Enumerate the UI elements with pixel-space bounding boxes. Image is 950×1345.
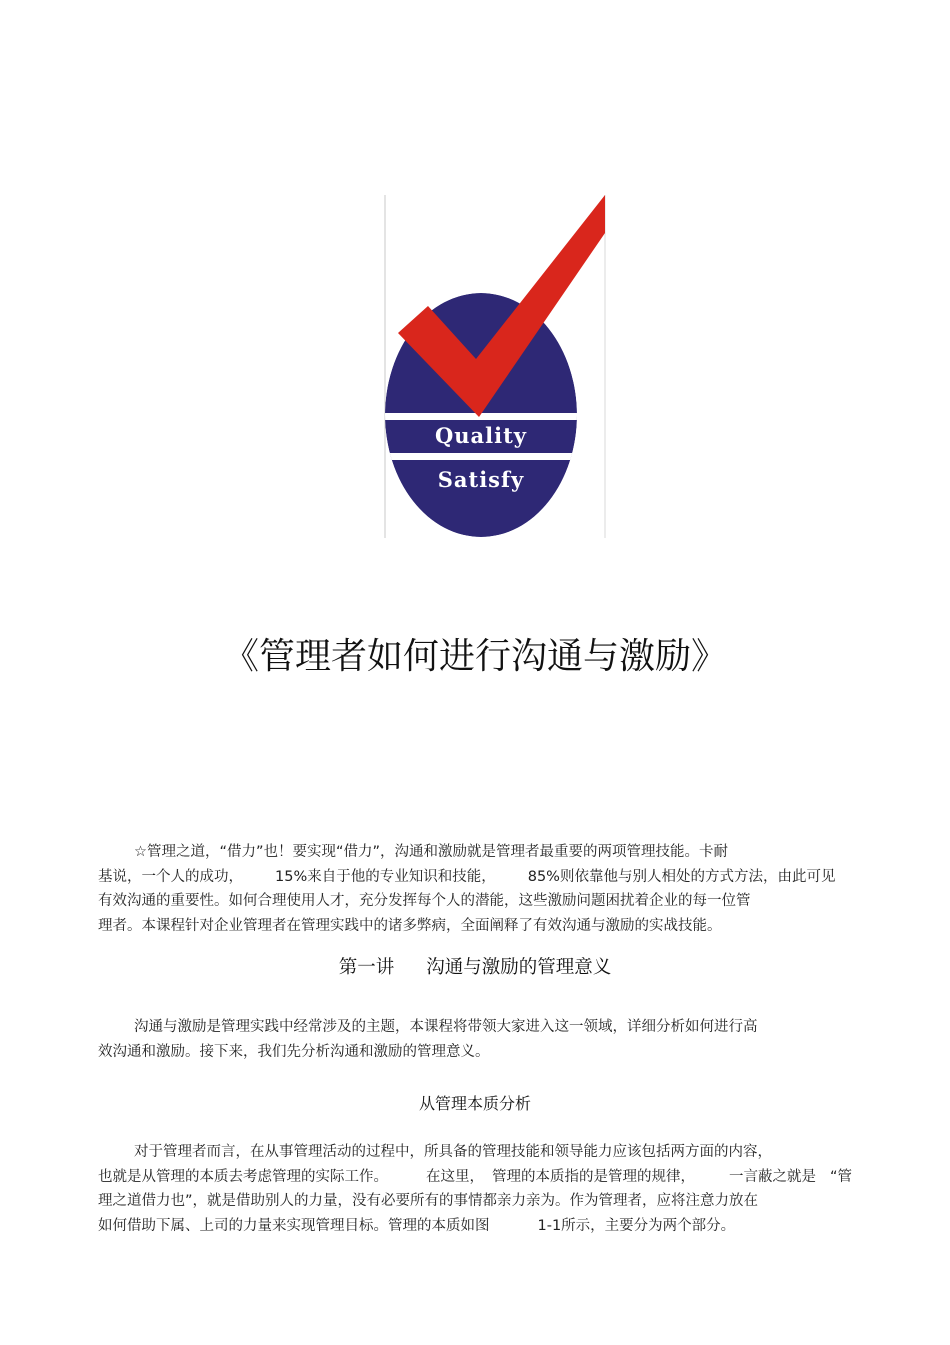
lecture-line-2: 效沟通和激励。接下来，我们先分析沟通和激励的管理意义。 (98, 1043, 490, 1060)
section-line-2-part-4: 一言蔽之就是 (729, 1168, 816, 1185)
document-title: 《管理者如何进行沟通与激励》 (222, 636, 727, 677)
intro-paragraph (98, 840, 858, 938)
logo-stripe-top (384, 413, 608, 420)
logo-stripe-bottom (384, 453, 608, 460)
lecture-heading (0, 955, 950, 981)
intro-line-2-part-3: 85%则依靠他与别人相处的方式方法，由此可见 (527, 868, 836, 885)
section-line-2-part-2: 在这里， (426, 1168, 484, 1185)
intro-line-1: ☆管理之道，“借力”也！要实现“借力”，沟通和激励就是管理者最重要的两项管理技能。卡耐 (134, 844, 729, 860)
intro-line-2-part-2: 15%来自于他的专业知识和技能， (275, 868, 496, 885)
intro-line-3: 有效沟通的重要性。如何合理使用人才，充分发挥每个人的潜能，这些激励问题困扰着企业的每一位管 (98, 893, 751, 909)
logo-text-satisfy: Satisfy (437, 467, 525, 492)
section-line-3: 理之道借力也”，就是借助别人的力量，没有必要所有的事情都亲力亲为。作为管理者，应将注意力放在 (98, 1193, 759, 1209)
section-line-2-part-1: 也就是从管理的本质去考虑管理的实际工作。 (98, 1168, 388, 1185)
section-line-4 (98, 1214, 858, 1239)
section-line-4-part-1: 如何借助下属、上司的力量来实现管理目标。管理的本质如图 (98, 1217, 490, 1234)
section-line-2-part-3: 管理的本质指的是管理的规律， (492, 1168, 695, 1185)
intro-line-2 (98, 865, 858, 890)
section-line-2 (98, 1165, 858, 1190)
intro-line-4: 理者。本课程针对企业管理者在管理实践中的诸多弊病，全面阐释了有效沟通与激励的实战技能。 (98, 917, 722, 934)
quality-satisfy-logo (384, 195, 608, 538)
section-line-2-part-5: “管 (830, 1168, 853, 1185)
logo-graphic (384, 195, 608, 538)
section-line-4-part-2: 1-1所示，主要分为两个部分。 (537, 1217, 736, 1234)
section-paragraph (98, 1140, 858, 1238)
logo-text-quality: Quality (434, 423, 528, 448)
section-heading: 从管理本质分析 (418, 1094, 531, 1113)
lecture-line-1: 沟通与激励是管理实践中经常涉及的主题，本课程将带领大家进入这一领域，详细分析如何进行高 (134, 1019, 758, 1035)
section-line-1: 对于管理者而言，在从事管理活动的过程中，所具备的管理技能和领导能力应该包括两方面的内容， (134, 1144, 772, 1160)
lecture-paragraph (98, 1015, 858, 1064)
lecture-title: 沟通与激励的管理意义 (426, 957, 612, 978)
lecture-number: 第一讲 (338, 957, 395, 978)
intro-line-2-part-1: 基说，一个人的成功， (98, 868, 243, 885)
